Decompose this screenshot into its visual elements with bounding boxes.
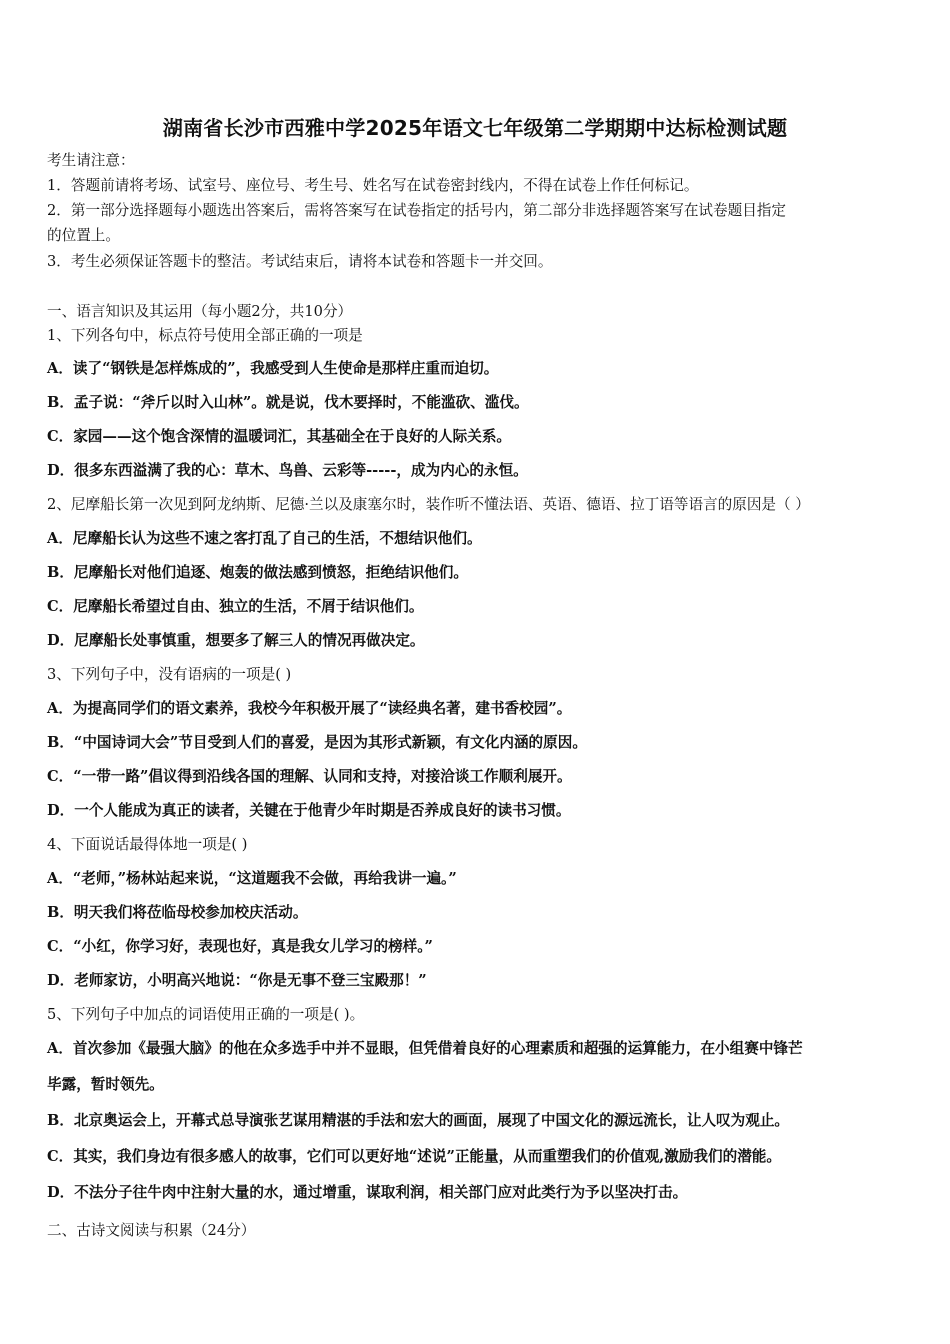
question-option: C．其实，我们身边有很多感人的故事，它们可以更好地“述说”正能量，从而重塑我们的价值观,激励我们的潜能。 (47, 1148, 781, 1165)
notice-item: 3．考生必须保证答题卡的整洁。考试结束后，请将本试卷和答题卡一并交回。 (47, 253, 553, 270)
question-option: C．“一带一路”倡议得到沿线各国的理解、认同和支持，对接洽谈工作顺利展开。 (47, 768, 572, 785)
page-title: 湖南省长沙市西雅中学2025年语文七年级第二学期期中达标检测试题 (162, 116, 788, 140)
question-option: B．孟子说：“斧斤以时入山林”。就是说，伐木要择时，不能滥砍、滥伐。 (47, 394, 529, 411)
section-heading: 一、语言知识及其运用（每小题2分，共10分） (47, 303, 353, 320)
notice-item: 2．第一部分选择题每小题选出答案后，需将答案写在试卷指定的括号内，第二部分非选择题答案写在试卷题目指定 (47, 202, 786, 219)
question-option: D．尼摩船长处事慎重，想要多了解三人的情况再做决定。 (47, 632, 425, 649)
question-option: D．老师家访，小明高兴地说：“你是无事不登三宝殿那！” (47, 972, 427, 989)
question-option: A．读了“钢铁是怎样炼成的”，我感受到人生使命是那样庄重而迫切。 (47, 360, 499, 377)
question-stem: 1、下列各句中，标点符号使用全部正确的一项是 (47, 327, 363, 344)
question-option: D．不法分子往牛肉中注射大量的水，通过增重，谋取利润，相关部门应对此类行为予以坚决打击。 (47, 1184, 688, 1201)
question-option: B．尼摩船长对他们追逐、炮轰的做法感到愤怒，拒绝结识他们。 (47, 564, 468, 581)
question-stem: 2、尼摩船长第一次见到阿龙纳斯、尼德·兰以及康塞尔时，装作听不懂法语、英语、德语、拉丁语等语言的原因是（ ） (47, 496, 810, 513)
notice-item: 的位置上。 (47, 227, 120, 244)
section-heading: 二、古诗文阅读与积累（24分） (47, 1222, 256, 1239)
question-stem: 3、下列句子中，没有语病的一项是( ) (47, 666, 292, 683)
question-option-continued: 毕露，暂时领先。 (47, 1076, 164, 1093)
question-option: B．北京奥运会上，开幕式总导演张艺谋用精湛的手法和宏大的画面，展现了中国文化的源远流长，让人叹为观止。 (47, 1112, 790, 1129)
question-option: B．明天我们将莅临母校参加校庆活动。 (47, 904, 308, 921)
question-option: D．很多东西溢满了我的心：草木、鸟兽、云彩等-----，成为内心的永恒。 (47, 462, 528, 479)
question-stem: 5、下列句子中加点的词语使用正确的一项是( )。 (47, 1006, 365, 1023)
question-option: A．“老师，”杨林站起来说，“这道题我不会做，再给我讲一遍。” (47, 870, 457, 887)
question-option: A．首次参加《最强大脑》的他在众多选手中并不显眼，但凭借着良好的心理素质和超强的运算能力，在小组赛中锋芒 (47, 1040, 803, 1057)
question-option: D．一个人能成为真正的读者，关键在于他青少年时期是否养成良好的读书习惯。 (47, 802, 571, 819)
question-option: C．家园——这个饱含深情的温暖词汇，其基础全在于良好的人际关系。 (47, 428, 512, 445)
question-option: C．“小红，你学习好，表现也好，真是我女儿学习的榜样。” (47, 938, 433, 955)
notice-heading: 考生请注意： (47, 152, 135, 169)
question-option: A．尼摩船长认为这些不速之客打乱了自己的生活，不想结识他们。 (47, 530, 482, 547)
question-option: A．为提高同学们的语文素养，我校今年积极开展了“读经典名著，建书香校园”。 (47, 700, 572, 717)
notice-item: 1．答题前请将考场、试室号、座位号、考生号、姓名写在试卷密封线内，不得在试卷上作任何标记。 (47, 177, 699, 194)
question-option: C．尼摩船长希望过自由、独立的生活，不屑于结识他们。 (47, 598, 424, 615)
question-option: B．“中国诗词大会”节目受到人们的喜爱，是因为其形式新颖，有文化内涵的原因。 (47, 734, 587, 751)
question-stem: 4、下面说话最得体地一项是( ) (47, 836, 248, 853)
